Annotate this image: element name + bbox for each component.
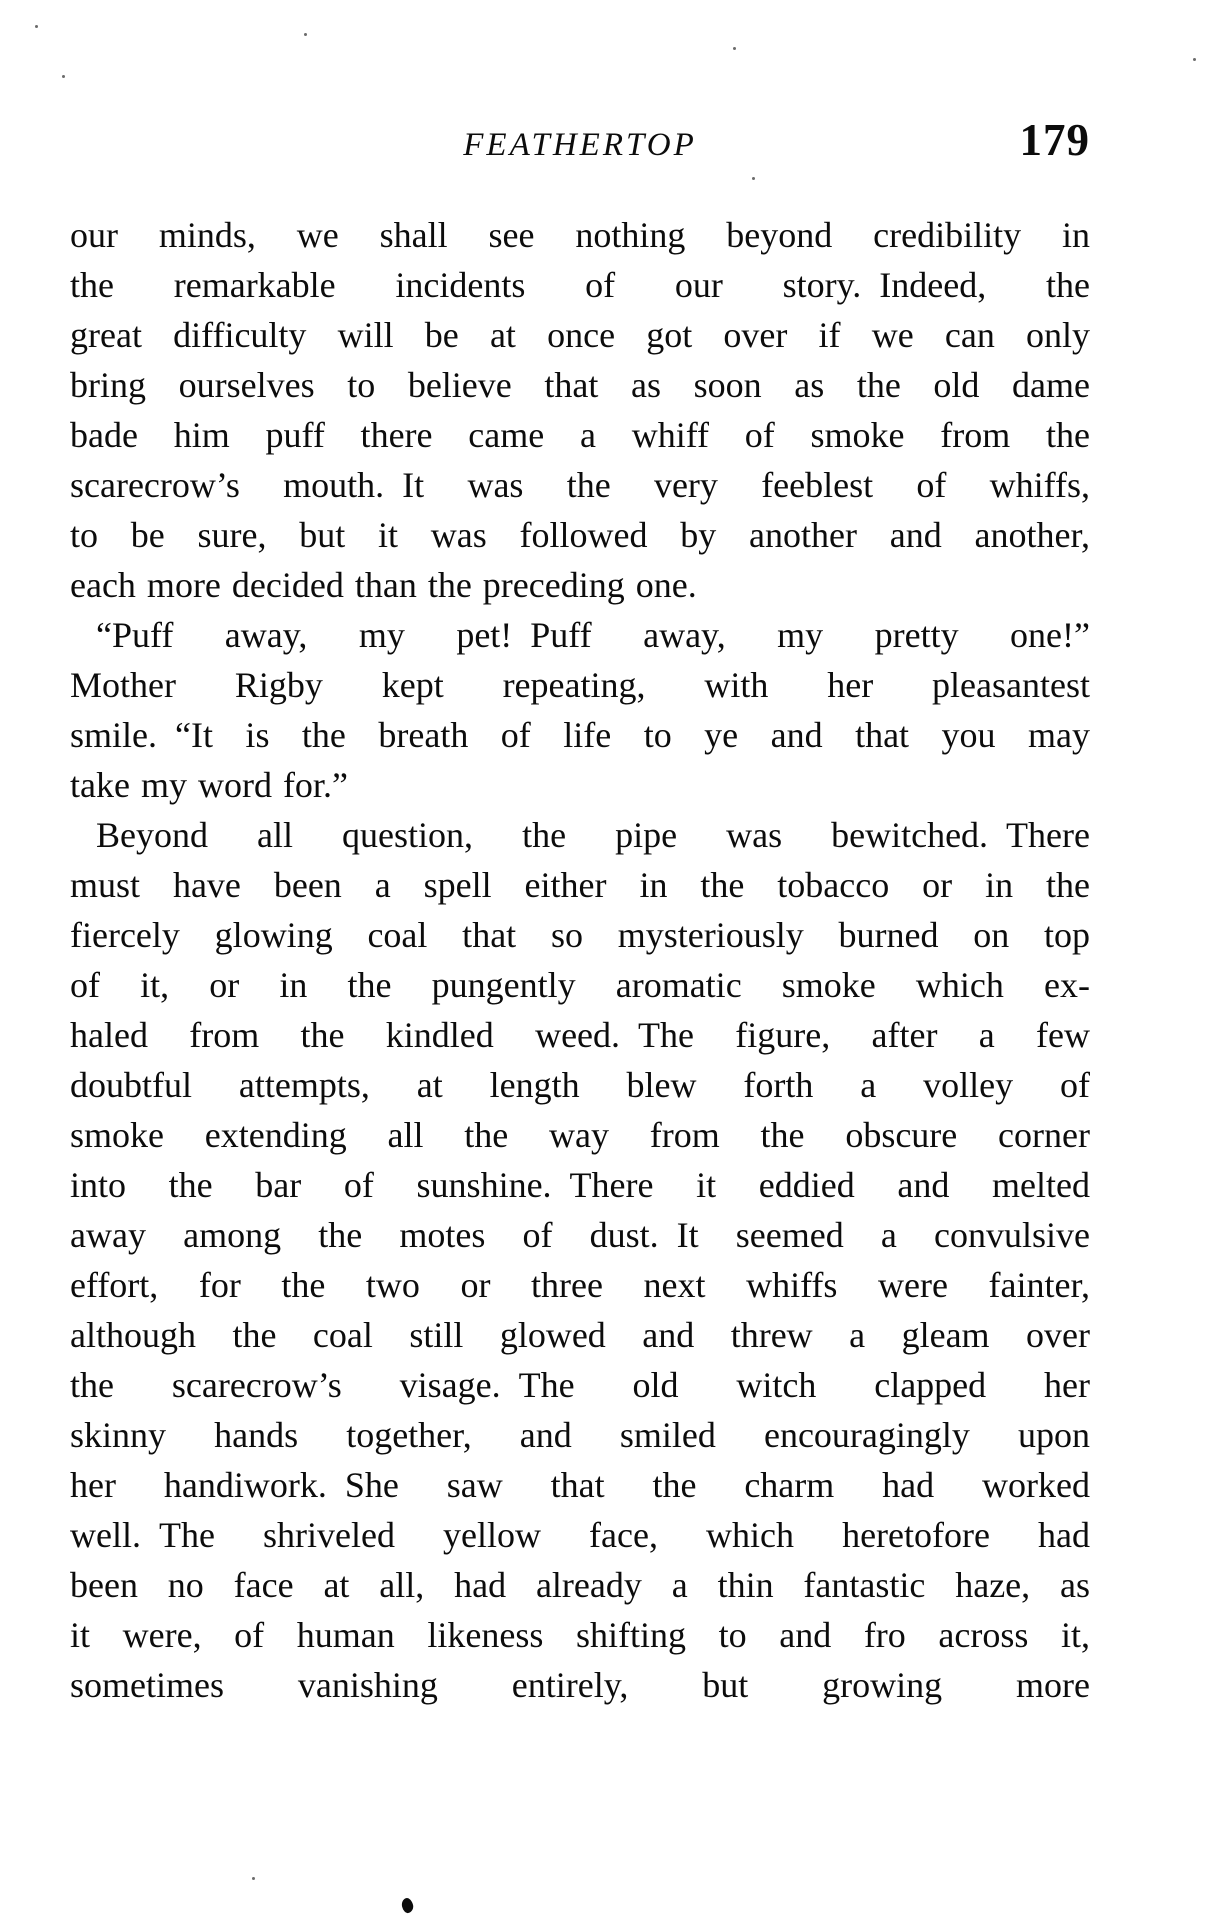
text-line: the scarecrow’s visage. The old witch clapped her	[70, 1365, 1090, 1405]
text-line: into the bar of sunshine. There it eddied and melted	[70, 1165, 1090, 1205]
text-line: sometimes vanishing entirely, but growing more	[70, 1665, 1090, 1705]
scan-speck	[733, 47, 736, 50]
text-line: take my word for.”	[70, 765, 348, 805]
scan-speck	[752, 177, 755, 180]
text-line: been no face at all, had already a thin fantastic haze, as	[70, 1565, 1090, 1605]
text-line: fiercely glowing coal that so mysteriously burned on top	[70, 915, 1090, 955]
scan-speck	[35, 25, 38, 28]
text-line: Mother Rigby kept repeating, with her pleasantest	[70, 665, 1090, 705]
text-line: smile. “It is the breath of life to ye and that you may	[70, 715, 1090, 755]
text-line: our minds, we shall see nothing beyond credibility in	[70, 215, 1090, 255]
scan-speck	[252, 1877, 255, 1880]
text-line: well. The shriveled yellow face, which heretofore had	[70, 1515, 1090, 1555]
text-line: smoke extending all the way from the obscure corner	[70, 1115, 1090, 1155]
text-line: of it, or in the pungently aromatic smoke which ex-	[70, 965, 1090, 1005]
text-line: must have been a spell either in the tobacco or in the	[70, 865, 1090, 905]
text-line: “Puff away, my pet! Puff away, my pretty one!”	[96, 615, 1090, 655]
page-number: 179	[1019, 115, 1090, 165]
text-line: great difficulty will be at once got over if we can only	[70, 315, 1090, 355]
text-line: bring ourselves to believe that as soon as the old dame	[70, 365, 1090, 405]
scan-speck	[304, 33, 307, 36]
text-line: doubtful attempts, at length blew forth a volley of	[70, 1065, 1090, 1105]
ink-blot	[400, 1897, 414, 1914]
running-head	[70, 0, 1090, 200]
text-line: away among the motes of dust. It seemed a convulsive	[70, 1215, 1090, 1255]
text-line: effort, for the two or three next whiffs were fainter,	[70, 1265, 1090, 1305]
text-line: scarecrow’s mouth. It was the very feeblest of whiffs,	[70, 465, 1090, 505]
text-line: to be sure, but it was followed by another and another,	[70, 515, 1090, 555]
text-line: each more decided than the preceding one.	[70, 565, 697, 605]
text-line: the remarkable incidents of our story. Indeed, the	[70, 265, 1090, 305]
text-line: although the coal still glowed and threw a gleam over	[70, 1315, 1090, 1355]
text-line: Beyond all question, the pipe was bewitched. There	[96, 815, 1090, 855]
text-line: her handiwork. She saw that the charm had worked	[70, 1465, 1090, 1505]
text-line: skinny hands together, and smiled encouragingly upon	[70, 1415, 1090, 1455]
scan-speck	[62, 75, 65, 78]
body-text	[70, 210, 1090, 1710]
text-line: it were, of human likeness shifting to and fro across it,	[70, 1615, 1090, 1655]
scan-speck	[1193, 58, 1196, 61]
text-line: bade him puff there came a whiff of smoke from the	[70, 415, 1090, 455]
text-line: haled from the kindled weed. The figure, after a few	[70, 1015, 1090, 1055]
running-head-title: FEATHERTOP	[463, 127, 697, 163]
